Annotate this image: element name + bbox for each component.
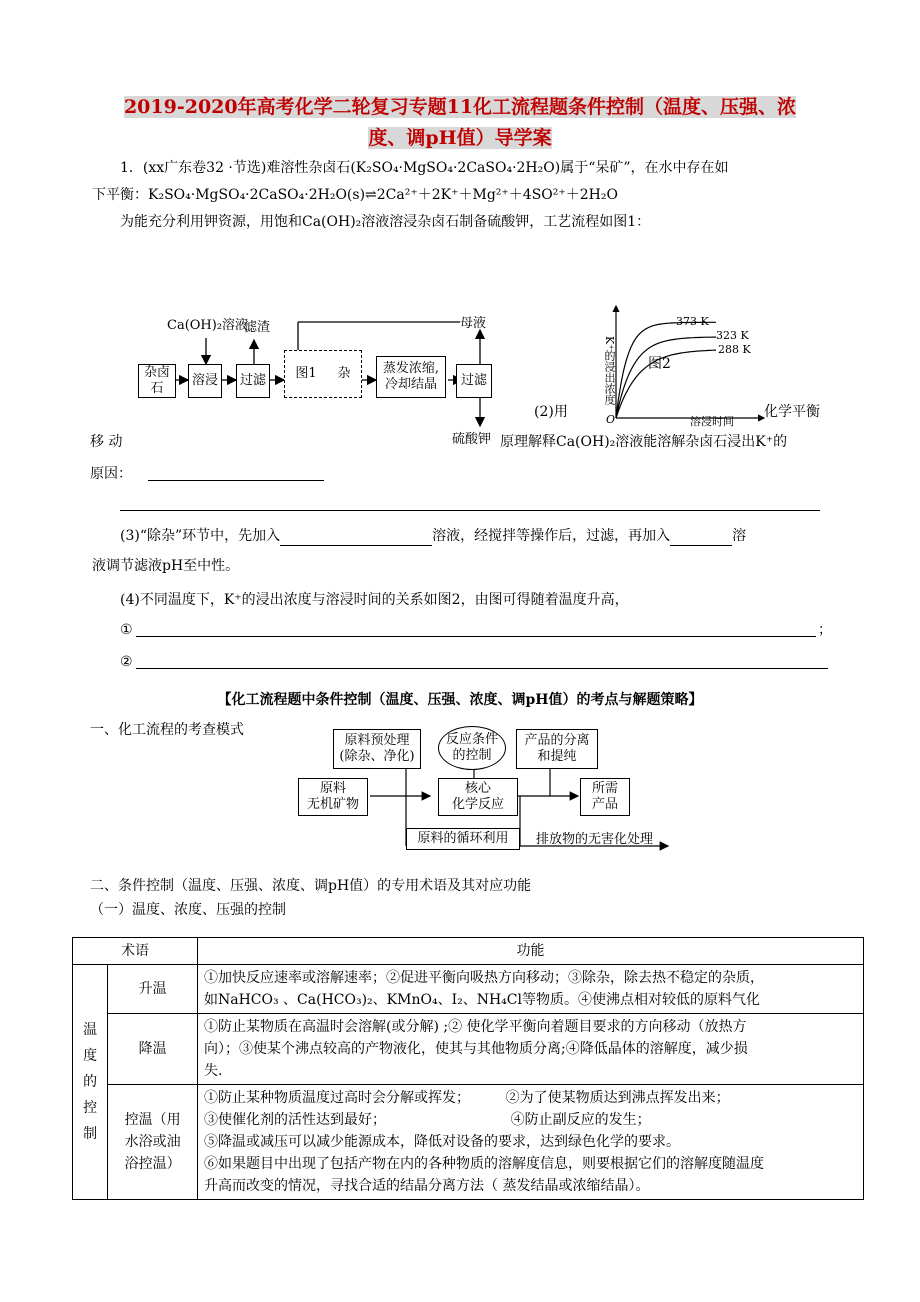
q2-reason-label: 原因：	[90, 466, 132, 482]
func-line: ③使催化剂的活性达到最好； ④防止副反应的发生；	[204, 1112, 651, 1128]
func-line: 失.	[204, 1063, 223, 1079]
q4-answer1-line[interactable]	[136, 636, 816, 637]
func-line: 升高而改变的情况，寻找合适的结晶分离方法（ 蒸发结晶或浓缩结晶）。	[204, 1178, 650, 1194]
q2-prefix: (2)用	[534, 404, 568, 420]
diagram-separation: 产品的分离 和提纯	[516, 729, 598, 769]
q4-mark2: ②	[120, 654, 133, 670]
func-line: ①防止某物质在高温时会溶解(或分解) ;② 使化学平衡向着题目要求的方向移动（放热方	[204, 1019, 747, 1035]
q4-text: (4)不同温度下，K⁺的浸出浓度与溶浸时间的关系如图2，由图可得随着温度升高，	[120, 592, 629, 608]
func-line: ①防止某种物质温度过高时会分解或挥发； ②为了使某物质达到沸点挥发出来；	[204, 1090, 730, 1106]
diagram-raw-material: 原料 无机矿物	[298, 778, 368, 816]
q2-answer-line[interactable]	[120, 510, 820, 511]
diagram-reaction-condition: 反应条件 的控制	[438, 726, 506, 770]
fig1-box-evaporate: 蒸发浓缩, 冷却结晶	[376, 356, 446, 398]
fig2-curve-label-323: 323 K	[716, 329, 749, 342]
section-heading: 【化工流程题中条件控制（温度、压强、浓度、调pH值）的考点与解题策略】	[217, 692, 703, 708]
fig1-residue-label: 滤渣	[244, 320, 271, 335]
table-term-control: 控温（用 水浴或油 浴控温）	[108, 1085, 198, 1200]
q3-part-c: 溶	[732, 528, 747, 544]
table-term-heat: 升温	[108, 965, 198, 1014]
diagram-product: 所需 产品	[580, 778, 630, 816]
func-line: ①加快反应速率或溶解速率；②促进平衡向吸热方向移动；③除杂，除去热不稳定的杂质，	[204, 970, 764, 986]
func-line: ⑥如果题目中出现了包括产物在内的各种物质的溶解度信息，则要根据它们的溶解度随温度	[204, 1156, 764, 1172]
q2-answer-blank[interactable]	[148, 480, 324, 481]
fig2-ylabel: K⁺的浸出浓度	[603, 336, 616, 406]
fig1-box-remove	[284, 350, 362, 398]
terms-table	[72, 937, 864, 1200]
q4-mark1-end: ；	[818, 622, 832, 638]
q4-answer2-line[interactable]	[136, 668, 828, 669]
q1-line3: 为能充分利用钾资源，用饱和Ca(OH)₂溶液溶浸杂卤石制备硫酸钾，工艺流程如图1：	[120, 214, 651, 230]
q1-line2: 下平衡：K₂SO₄·MgSO₄·2CaSO₄·2H₂O(s)⇌2Ca²⁺＋2K⁺＋Mg²⁺＋4SO²⁺＋2H₂O	[92, 187, 618, 203]
part1-title: 一、化工流程的考查模式	[90, 722, 244, 738]
fig2-curve-1	[616, 337, 716, 418]
q3-part-a: (3)“除杂”环节中，先加入	[120, 528, 281, 544]
part2-title: 二、条件控制（温度、压强、浓度、调pH值）的专用术语及其对应功能	[90, 878, 532, 894]
q2-move: 移 动	[90, 434, 123, 450]
table-group-temperature: 温 度 的 控 制	[73, 965, 108, 1200]
func-line: 如NaHCO₃ 、Ca(HCO₃)₂、KMnO₄、I₂、NH₄Cl等物质。④使沸点相对较低的原料气化	[204, 992, 760, 1008]
fig1-box-leach: 溶浸	[188, 364, 222, 398]
fig1-product-label: 硫酸钾	[452, 432, 492, 447]
part2-subtitle: （一）温度、浓度、压强的控制	[90, 902, 286, 918]
fig1-box-raw: 杂卤石	[138, 364, 176, 398]
table-func-heat	[198, 965, 864, 1014]
q1-line1: 1．(xx广东卷32 ·节选)难溶性杂卤石(K₂SO₄·MgSO₄·2CaSO₄·2H₂O)属于“呆矿”，在水中存在如	[120, 160, 729, 176]
fig2-xlabel: 溶浸时间	[690, 415, 734, 428]
page-title	[0, 92, 920, 154]
fig1-box-filter1: 过滤	[236, 364, 270, 398]
func-line: ⑤降温或减压可以减少能源成本，降低对设备的要求，达到绿色化学的要求。	[204, 1134, 680, 1150]
q3-blank2[interactable]	[670, 530, 732, 546]
fig1-box-filter2: 过滤	[456, 364, 492, 398]
fig1-reagent-label: Ca(OH)₂溶液	[167, 318, 249, 333]
diagram-pretreatment: 原料预处理 (除杂、净化)	[333, 729, 421, 769]
q2-text: 原理解释Ca(OH)₂溶液能溶解杂卤石浸出K⁺的	[500, 434, 788, 450]
q3-part-b: 溶液，经搅拌等操作后，过滤，再加入	[432, 528, 671, 544]
diagram-waste: 排放物的无害化处理	[536, 832, 654, 847]
table-func-cool	[198, 1014, 864, 1085]
q4-mark1: ①	[120, 622, 133, 638]
q3-blank1[interactable]	[280, 530, 432, 546]
table-func-control	[198, 1085, 864, 1200]
func-line: 向）；③使某个沸点较高的产物液化，使其与其他物质分离;④降低晶体的溶解度，减少损	[204, 1041, 748, 1057]
table-term-cool: 降温	[108, 1014, 198, 1085]
fig1-box-remove-text: 杂	[337, 366, 351, 381]
fig1-mother-liquor-label: 母液	[460, 316, 487, 331]
fig2-label: 图2	[648, 356, 671, 372]
title-line1: 2019-2020年高考化学二轮复习专题11化工流程题条件控制（温度、压强、浓	[123, 96, 797, 118]
diagram-core-reaction: 核心 化学反应	[438, 778, 518, 816]
q3-line1	[120, 526, 746, 546]
q3-line2: 液调节滤液pH至中性。	[92, 558, 240, 574]
fig2-curve-label-373: 373 K	[676, 315, 709, 328]
table-header-term: 术语	[73, 938, 198, 965]
table-header-function: 功能	[198, 938, 864, 965]
title-line2: 度、调pH值）导学案	[368, 127, 552, 149]
q2-suffix: 化学平衡	[764, 404, 820, 420]
fig2-curve-label-288: 288 K	[718, 343, 751, 356]
diagram-recycle: 原料的循环利用	[406, 828, 520, 850]
fig1-label: 图1	[295, 366, 317, 381]
fig2-origin: O	[606, 413, 616, 426]
